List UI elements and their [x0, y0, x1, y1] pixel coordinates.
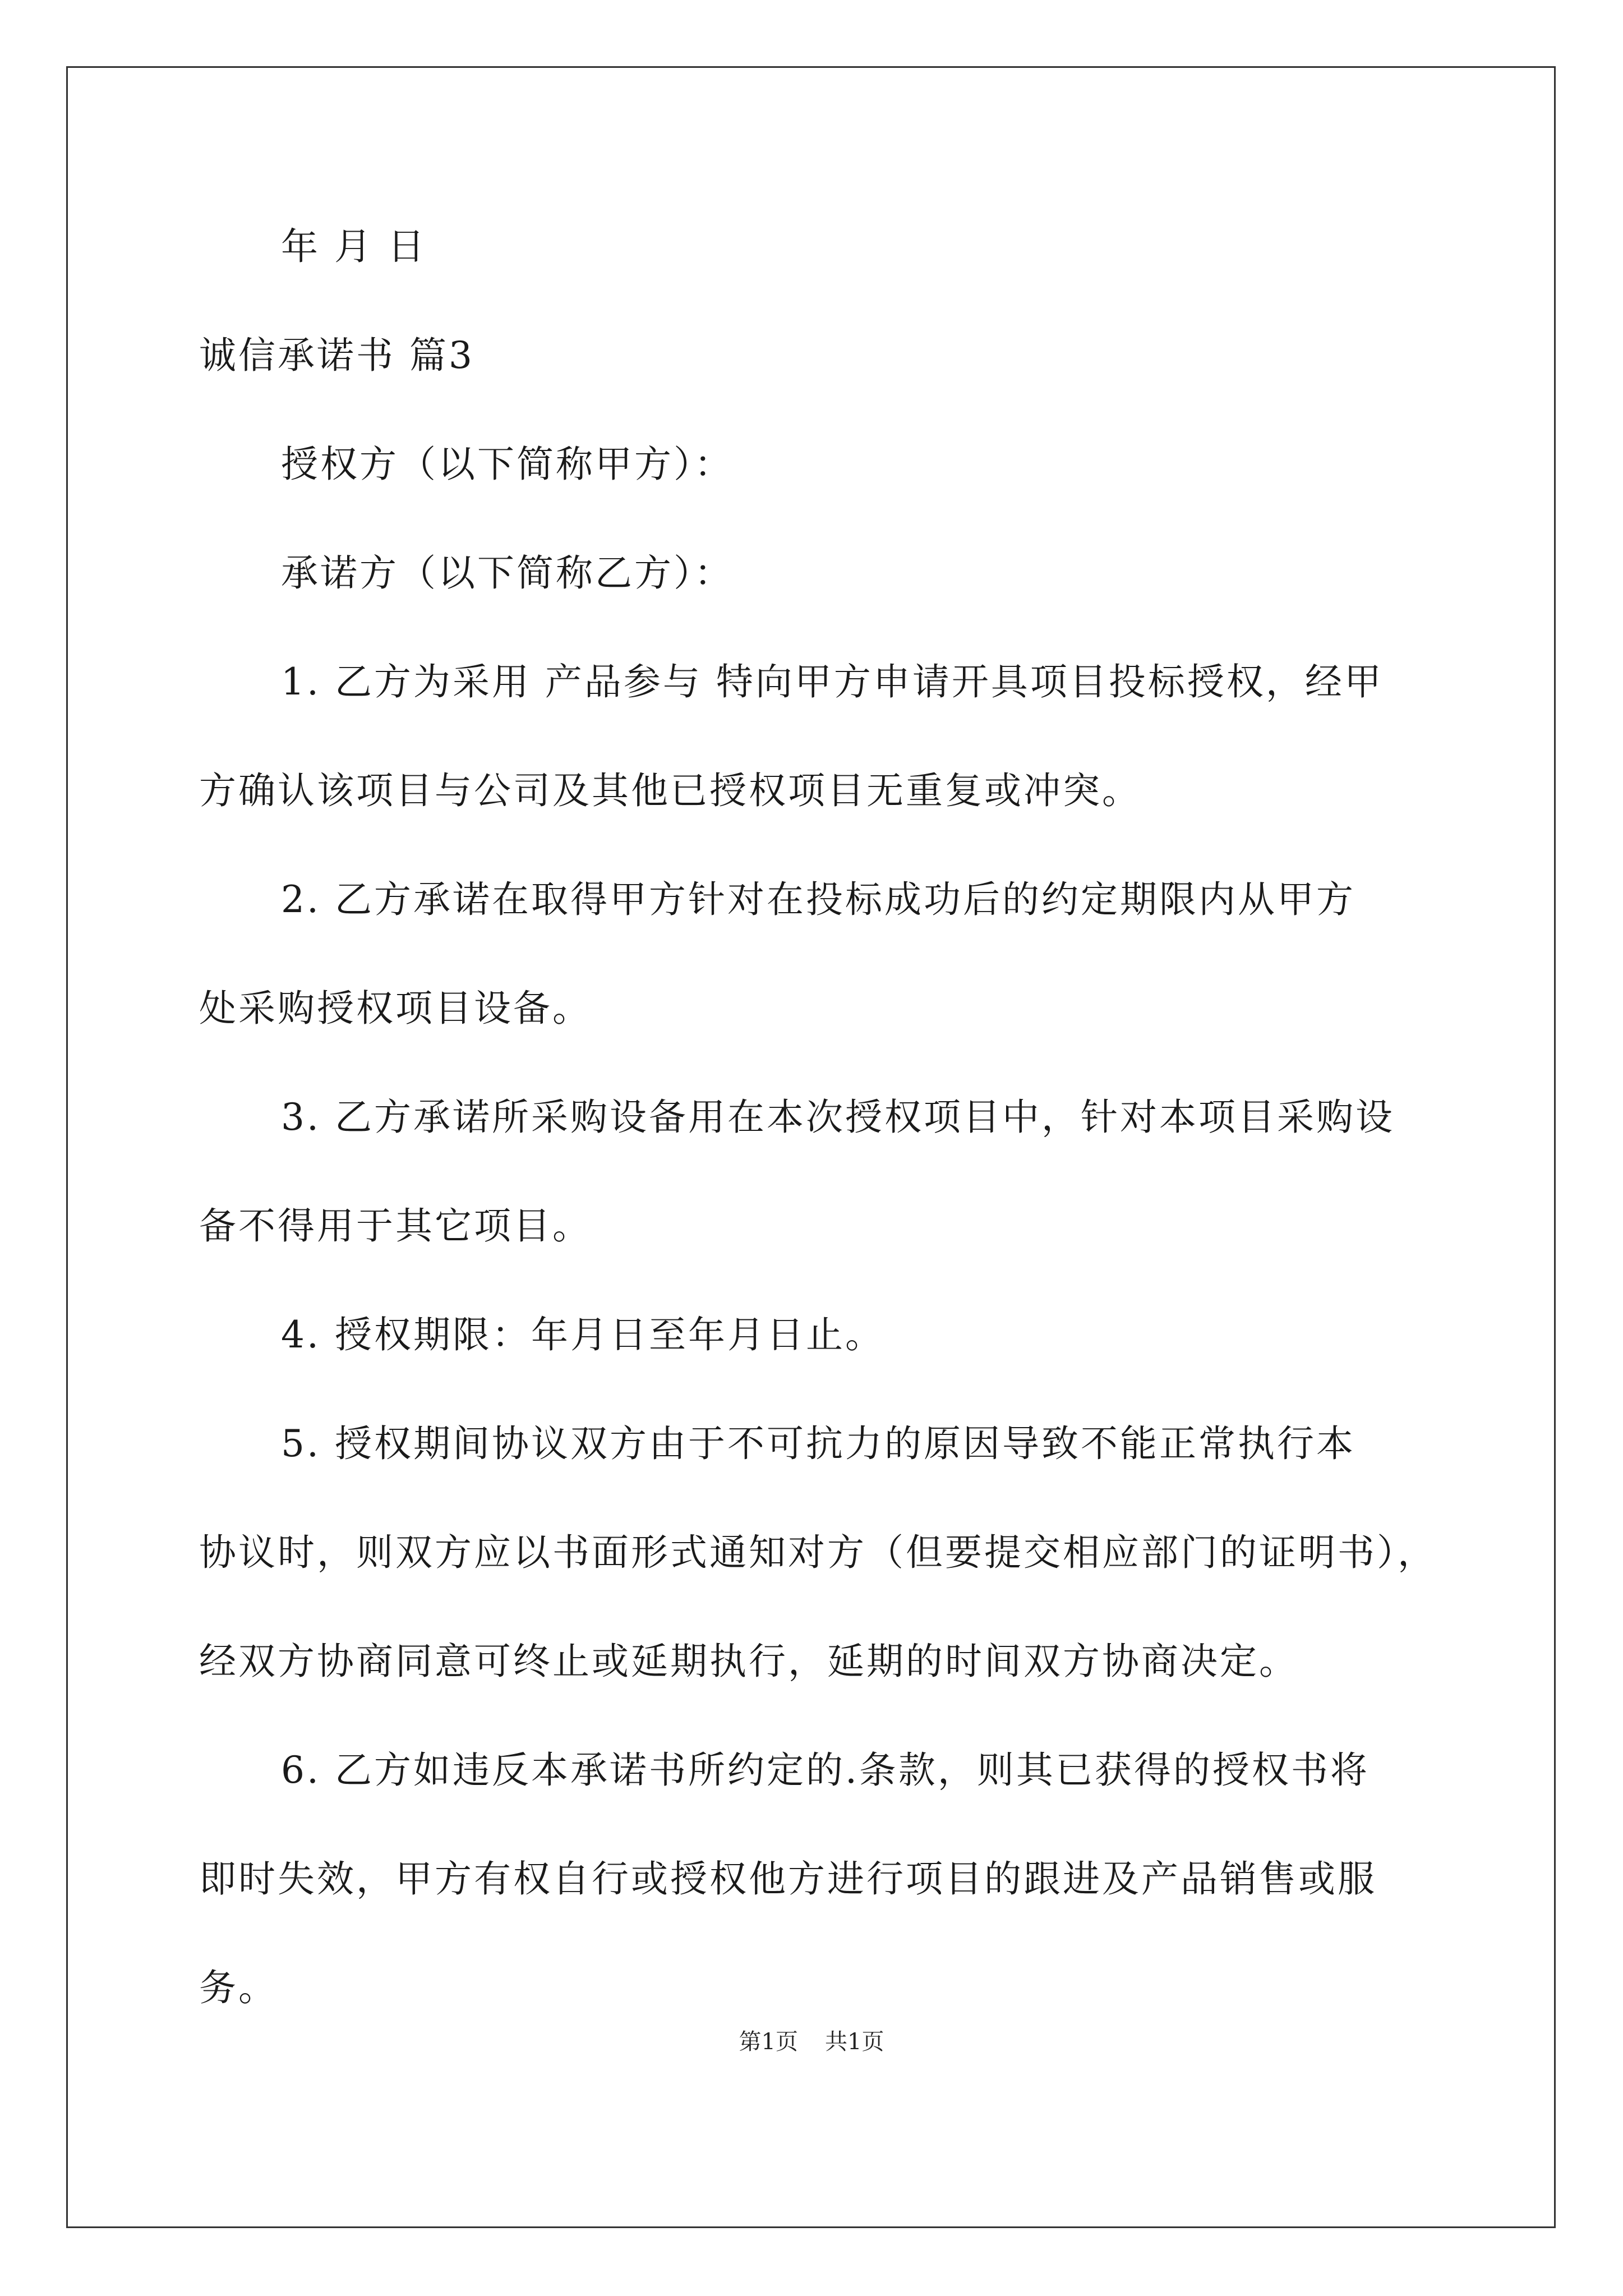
authorizer-line: 授权方（以下简称甲方）： [281, 443, 734, 486]
clause-3-line-2: 备不得用于其它项目。 [199, 1204, 592, 1248]
clause-5-line-1: 5. 授权期间协议双方由于不可抗力的原因导致不能正常执行本 [281, 1422, 1355, 1465]
date-line: 年 月 日 [281, 225, 427, 268]
promisor-line: 承诺方（以下简称乙方）： [281, 551, 734, 595]
clause-1-line-1: 1. 乙方为采用 产品参与 特向甲方申请开具项目投标授权，经甲 [281, 660, 1384, 703]
clause-5-line-2: 协议时，则双方应以书面形式通知对方（但要提交相应部门的证明书）， [199, 1531, 1437, 1574]
section-heading: 诚信承诺书 篇3 [199, 334, 474, 377]
page-footer [0, 2026, 1623, 2058]
clause-3-line-1: 3. 乙方承诺所采购设备用在本次授权项目中，针对本项目采购设 [281, 1096, 1395, 1139]
clause-6-line-2: 即时失效，甲方有权自行或授权他方进行项目的跟进及产品销售或服 [199, 1857, 1377, 1901]
clause-5-line-3: 经双方协商同意可终止或延期执行，延期的时间双方协商决定。 [199, 1640, 1298, 1683]
clause-4-line-1: 4. 授权期限：年月日至年月日止。 [281, 1313, 884, 1356]
clause-2-line-2: 处采购授权项目设备。 [199, 987, 592, 1030]
page-number-total: 共1页 [825, 2029, 884, 2055]
clause-1-line-2: 方确认该项目与公司及其他已授权项目无重复或冲突。 [199, 769, 1141, 812]
clause-6-line-3: 务。 [199, 1966, 278, 2009]
page-number-current: 第1页 [739, 2029, 798, 2055]
clause-2-line-1: 2. 乙方承诺在取得甲方针对在投标成功后的约定期限内从甲方 [281, 878, 1355, 921]
clause-6-line-1: 6. 乙方如违反本承诺书所约定的.条款，则其已获得的授权书将 [281, 1749, 1370, 1792]
